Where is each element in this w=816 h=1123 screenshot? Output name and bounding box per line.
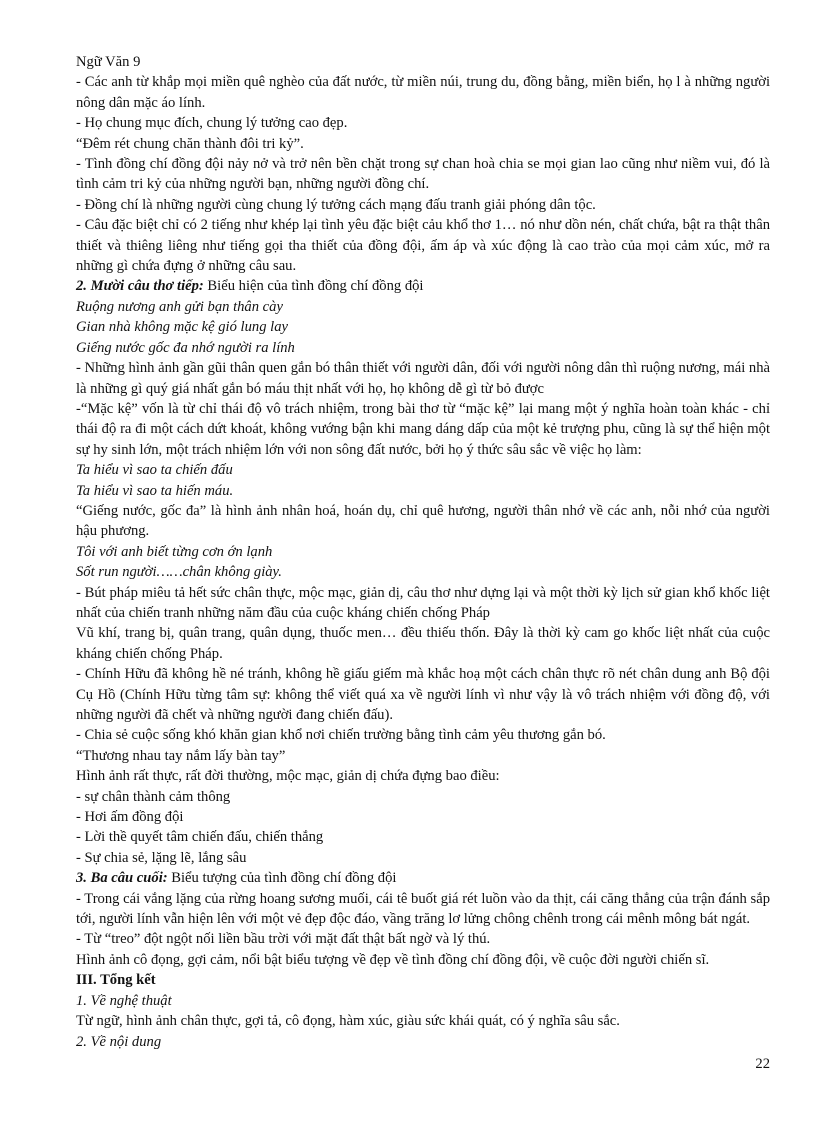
paragraph: - Bút pháp miêu tả hết sức chân thực, mộc mạc, giản dị, câu thơ như dựng lại và một thời kỳ lịch sử gian khổ khốc liệt nhất của chiến tranh những năm đầu của cuộc kháng chiến chống Pháp [76, 584, 770, 621]
verse-line: Sốt run người……chân không giày. [76, 564, 282, 581]
verse-line: Gian nhà không mặc kệ gió lung lay [76, 319, 288, 336]
paragraph: - Đồng chí là những người cùng chung lý tưởng cách mạng đấu tranh giải phóng dân tộc. [76, 196, 596, 213]
paragraph: “Giếng nước, gốc đa” là hình ảnh nhân hoá, hoán dụ, chỉ quê hương, người thân nhớ về các anh, nỗi nhớ của người hậu phương. [76, 502, 770, 540]
quote: “Thương nhau tay nắm lấy bàn tay” [76, 747, 286, 764]
paragraph: - Tình đồng chí đồng đội nảy nở và trở nên bền chặt trong sự chan hoà chia se mọi gian lao cũng như niềm vui, đó là tình cảm tri kỷ của những người bạn, những người đồng chí. [76, 156, 770, 193]
verse-line: Ta hiểu vì sao ta chiến đấu [76, 462, 233, 479]
quote: “Đêm rét chung chăn thành đôi tri kỷ”. [76, 135, 304, 152]
heading-number: 2. Mười câu thơ tiếp: [76, 278, 204, 295]
list-item: - Hơi ấm đồng đội [76, 809, 184, 826]
section-heading-2 [76, 276, 770, 296]
verse-line: Tôi với anh biết từng cơn ớn lạnh [76, 543, 273, 560]
subheading-content: 2. Về nội dung [76, 1033, 162, 1050]
verse-line: Ta hiểu vì sao ta hiến máu. [76, 482, 234, 499]
paragraph: -“Mặc kệ” vốn là từ chỉ thái độ vô trách nhiệm, trong bài thơ từ “mặc kệ” lại mang một ý nghĩa hoàn toàn khác - chỉ thái độ ra đi một cách dứt khoát, không vướng bận khi mang dáng dấp của một kẻ trượng phu, cũng là sự thể hiện một sự hy sinh lớn, một trách nhiệm lớn với non sông đất nước, bởi họ ý thức sâu sắc về việc họ làm: [76, 400, 770, 458]
list-item: - sự chân thành cảm thông [76, 788, 231, 805]
paragraph: Hình ảnh cô đọng, gợi cảm, nổi bật biểu tượng về đẹp về tình đồng chí đồng đội, về cuộc đời người chiến sĩ. [76, 951, 710, 968]
paragraph: Hình ảnh rất thực, rất đời thường, mộc mạc, giản dị chứa đựng bao điều: [76, 768, 500, 785]
section-heading-3 [76, 868, 770, 888]
document-page [76, 52, 770, 1052]
list-item: - Sự chia sẻ, lặng lẽ, lắng sâu [76, 849, 247, 866]
heading-text: Biểu tượng của tình đồng chí đồng đội [167, 870, 397, 887]
paragraph: - Chính Hữu đã không hề né tránh, không hề giấu giếm mà khắc hoạ một cách chân thực rõ nét chân dung anh Bộ đội Cụ Hồ (Chính Hữu từng tâm sự: không thể viết quá xa về người lính vì như vậy là vô trách nhiệm với đồng độ, với những người đã chết và những người đang chiến đấu). [76, 666, 770, 723]
paragraph: - Những hình ảnh gần gũi thân quen gắn bó thân thiết với người dân, đối với người nông dân thì ruộng nương, mái nhà là những gì quý giá nhất gắn bó máu thịt nhất với họ, họ không dễ gì từ bỏ được [76, 360, 770, 397]
paragraph: - Trong cái vắng lặng của rừng hoang sương muối, cái tê buốt giá rét luồn vào da thịt, cái căng thẳng của trận đánh sắp tới, người lính vẫn hiện lên với một vẻ đẹp độc đáo, vầng trăng lơ lửng chông chênh trong cái mênh mông bát ngát. [76, 890, 770, 928]
heading-text: Biểu hiện của tình đồng chí đồng đội [203, 278, 424, 295]
subheading-art: 1. Về nghệ thuật [76, 992, 172, 1009]
section-heading-summary: III. Tổng kết [76, 972, 156, 989]
page-number: 22 [755, 1056, 770, 1072]
heading-number: 3. Ba câu cuối: [76, 870, 168, 887]
paragraph: - Các anh từ khắp mọi miền quê nghèo của đất nước, từ miền núi, trung du, đồng bằng, miền biển, họ l à những người nông dân mặc áo lính. [76, 74, 770, 111]
page-header: Ngữ Văn 9 [76, 54, 141, 70]
paragraph: - Chia sẻ cuộc sống khó khăn gian khổ nơi chiến trường bằng tình cảm yêu thương gắn bó. [76, 727, 606, 744]
list-item: - Lời thề quyết tâm chiến đấu, chiến thắng [76, 829, 324, 846]
verse-line: Giếng nước gốc đa nhớ người ra lính [76, 339, 295, 356]
paragraph: - Câu đặc biệt chỉ có 2 tiếng như khép lại tình yêu đặc biệt cảu khổ thơ 1… nó như dồn nén, chất chứa, bật ra thật thân thiết và thiêng liêng như tiếng gọi tha thiết của đồng đội, ấm áp và xúc động là cao trào của mọi cảm xúc, mở ra những gì chứa đựng ở những câu sau. [76, 217, 770, 275]
paragraph: - Từ “treo” đột ngột nối liền bầu trời với mặt đất thật bất ngờ và lý thú. [76, 931, 491, 948]
paragraph: Từ ngữ, hình ảnh chân thực, gợi tả, cô đọng, hàm xúc, giàu sức khái quát, có ý nghĩa sâu sắc. [76, 1013, 620, 1030]
paragraph: - Họ chung mục đích, chung lý tưởng cao đẹp. [76, 115, 348, 132]
verse-line: Ruộng nương anh gửi bạn thân cày [76, 298, 283, 315]
paragraph: Vũ khí, trang bị, quân trang, quân dụng, thuốc men… đều thiếu thốn. Đây là thời kỳ cam go khốc liệt nhất của cuộc kháng chiến chống Pháp. [76, 625, 770, 662]
